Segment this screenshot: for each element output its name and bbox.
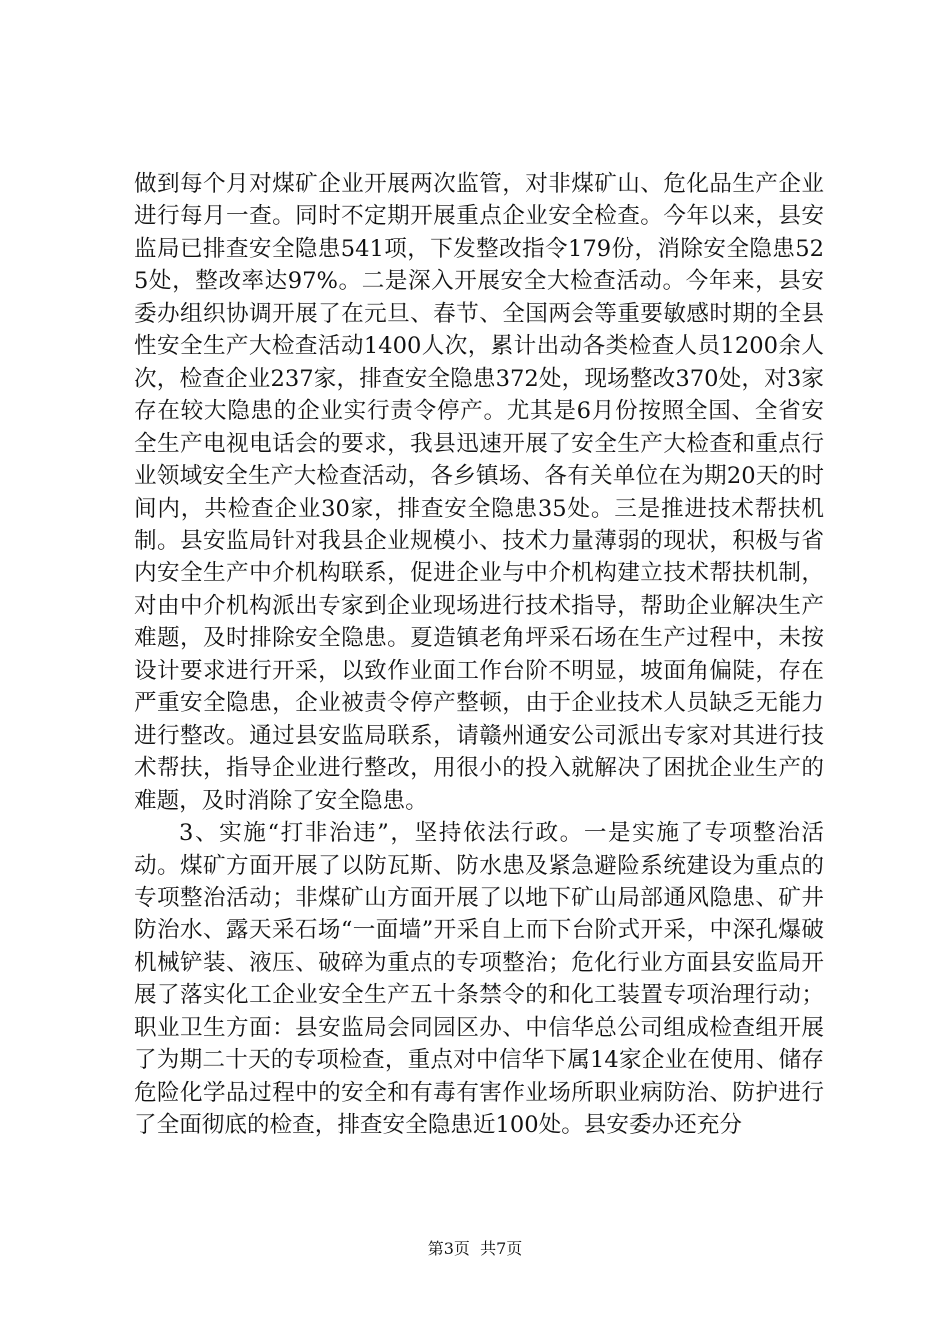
- body-paragraph-1: 做到每个月对煤矿企业开展两次监管，对非煤矿山、危化品生产企业进行每月一查。同时不定期开展重点企业安全检查。今年以来，县安监局已排查安全隐患541项，下发整改指令179份，消除安全隐患525处，整改率达97%。二是深入开展安全大检查活动。今年来，县安委办组织协调开展了在元旦、春节、全国两会等重要敏感时期的全县性安全生产大检查活动1400人次，累计出动各类检查人员1200余人次，检查企业237家，排查安全隐患372处，现场整改370处，对3家存在较大隐患的企业实行责令停产。尤其是6月份按照全国、全省安全生产电视电话会的要求，我县迅速开展了安全生产大检查和重点行业领域安全生产大检查活动，各乡镇场、各有关单位在为期20天的时间内，共检查企业30家，排查安全隐患35处。三是推进技术帮扶机制。县安监局针对我县企业规模小、技术力量薄弱的现状，积极与省内安全生产中介机构联系，促进企业与中介机构建立技术帮扶机制，对由中介机构派出专家到企业现场进行技术指导，帮助企业解决生产难题，及时排除安全隐患。夏造镇老角坪采石场在生产过程中，未按设计要求进行开采，以致作业面工作台阶不明显，坡面角偏陡，存在严重安全隐患，企业被责令停产整顿，由于企业技术人员缺乏无能力进行整改。通过县安监局联系，请赣州通安公司派出专家对其进行技术帮扶，指导企业进行整改，用很小的投入就解决了困扰企业生产的难题，及时消除了安全隐患。: [134, 171, 824, 814]
- page-total: 共7页: [480, 1239, 523, 1258]
- page-footer: [0, 1239, 950, 1259]
- page-number: 第3页: [427, 1239, 470, 1258]
- body-paragraph-2: 3、实施“打非治违”，坚持依法行政。一是实施了专项整治活动。煤矿方面开展了以防瓦斯、防水患及紧急避险系统建设为重点的专项整治活动；非煤矿山方面开展了以地下矿山局部通风隐患、矿井防治水、露天采石场“一面墙”开采自上而下台阶式开采，中深孔爆破机械铲装、液压、破碎为重点的专项整治；危化行业方面县安监局开展了落实化工企业安全生产五十条禁令的和化工装置专项治理行动；职业卫生方面：县安监局会同园区办、中信华总公司组成检查组开展了为期二十天的专项检查，重点对中信华下属14家企业在使用、储存危险化学品过程中的安全和有毒有害作业场所职业病防治、防护进行了全面彻底的检查，排查安全隐患近100处。县安委办还充分: [134, 820, 824, 1139]
- document-body: [134, 168, 824, 1142]
